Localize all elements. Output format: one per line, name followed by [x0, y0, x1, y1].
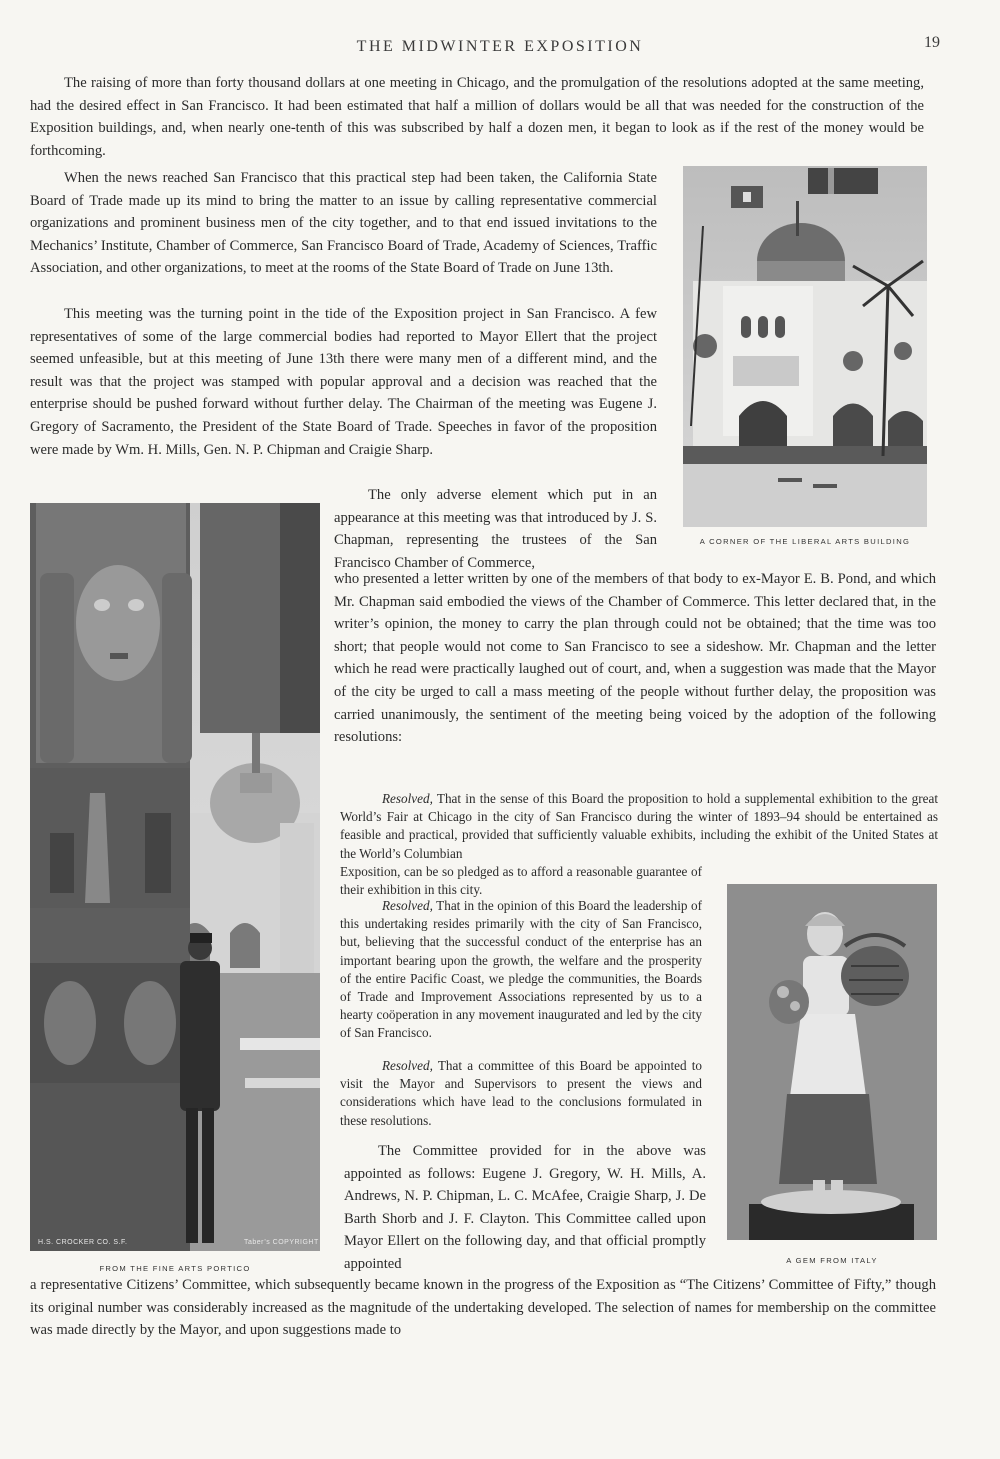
paragraph-5: The Committee provided for in the above was appointed as follows: Eugene J. Gregory, W. H. Mills, A. Andrews, N. P. Chipman, L. C. McAfee, Craigie Sharp, J. De Barth Shorb and J. F. Clayton. This Committee called upon Mayor Ellert on the following day, and that official promptly appointed — [344, 1143, 706, 1272]
paragraph-4a: The only adverse element which put in an appearance at this meeting was that introduced by J. S. Chapman, representing the trustees of the San Francisco Chamber of Commerce, — [334, 487, 657, 571]
paragraph-1: The raising of more than forty thousand dollars at one meeting in Chicago, and the promulgation of the resolutions adopted at the same meeting, had the desired effect in San Francisco. It had been estimated that half a million of dollars would be all that was needed for the construction of the Exposition buildings, and, when nearly one-tenth of this was subscribed by half a dozen men, it began to look as if the rest of the money would be forthcoming. — [30, 75, 924, 159]
liberal-arts-caption: A CORNER OF THE LIBERAL ARTS BUILDING — [699, 537, 911, 546]
portico-credit-left: H.S. CROCKER CO. S.F. — [38, 1239, 128, 1246]
resolution-3: Resolved, That a committee of this Board be appointed to visit the Mayor and Supervisors to present the views and considerations which have lead to the conclusions formulated in these resolutions. — [340, 1058, 703, 1128]
paragraph-6: a representative Citizens’ Committee, which subsequently became known in the progress of the Exposition as “The Citizens’ Committee of Fifty,” though its original number was considerably increased as the magnitude of the undertaking developed. The selection of names for membership on the committee was made directly by the Mayor, and upon suggestions made to — [30, 1277, 936, 1339]
paragraph-2: When the news reached San Francisco that this practical step had been taken, the California State Board of Trade made up its mind to bring the matter to an issue by calling representative commercial organizations and prominent business men of the city together, and to that end issued invitations to the Mechanics’ Institute, Chamber of Commerce, San Francisco Board of Trade, Academy of Sciences, Traffic Association, and other organizations, to meet at the rooms of the State Board of Trade on June 13th. — [30, 170, 657, 277]
portico-photo — [30, 503, 320, 1251]
paragraph-3: This meeting was the turning point in the tide of the Exposition project in San Francisco. A few representatives of some of the large commercial bodies had reported to Mayor Ellert that the project seemed unfeasible, but at this meeting of June 13th there were many men of a different mind, and the result was that the project was stamped with popular approval and a decision was reached that the enterprise should be pushed forward without further delay. The Chairman of the meeting was Eugene J. Gregory of Sacramento, the President of the State Board of Trade. Speeches in favor of the proposition were made by Wm. H. Mills, Gen. N. P. Chipman and Craigie Sharp. — [30, 306, 657, 458]
running-head: THE MIDWINTER EXPOSITION — [356, 38, 644, 55]
page-number: 19 — [924, 34, 940, 51]
italy-caption: A GEM FROM ITALY — [786, 1256, 878, 1265]
paragraph-4b: who presented a letter written by one of the members of that body to ex-Mayor E. B. Pond, and which Mr. Chapman said embodied the views of the Chamber of Commerce. This letter declared that, in the writer’s opinion, the money to carry the plan through could not be obtained; that the time was too short; that people would not come to San Francisco to see a sideshow. Mr. Chapman and the letter which he read were practically laughed out of court, and, when a suggestion was made that the Mayor of the city be urged to call a mass meeting of the people without further delay, the proposition was carried unanimously, the sentiment of the meeting being voiced by the adoption of the following resolutions: — [334, 571, 936, 746]
resolution-2: Resolved, That in the opinion of this Board the leadership of this undertaking resides primarily with the city of San Francisco, but, believing that the successful conduct of the enterprise has an important bearing upon the growth, the welfare and the prosperity of the entire Pacific Coast, we pledge the communities, the Boards of Trade and Improvement Associations represented by us to a hearty coöperation in any movement inaugurated and led by the city of San Francisco. — [340, 898, 703, 1041]
italy-statue-photo — [727, 884, 937, 1240]
liberal-arts-photo — [683, 166, 927, 527]
resolution-1b: Exposition, can be so pledged as to afford a reasonable guarantee of their exhibition in this city. — [340, 864, 702, 898]
portico-caption: FROM THE FINE ARTS PORTICO — [99, 1264, 251, 1273]
resolution-1a: Resolved, That in the sense of this Board the proposition to hold a supplemental exhibition to the great World’s Fair at Chicago in the city of San Francisco during the winter of 1893–94 should be entertained as feasible and practical, provided that sufficiently valuable exhibits, including the exhibit of the United States at the World’s Columbian — [340, 791, 938, 861]
portico-credit-right: Taber’s COPYRIGHT — [244, 1239, 319, 1246]
